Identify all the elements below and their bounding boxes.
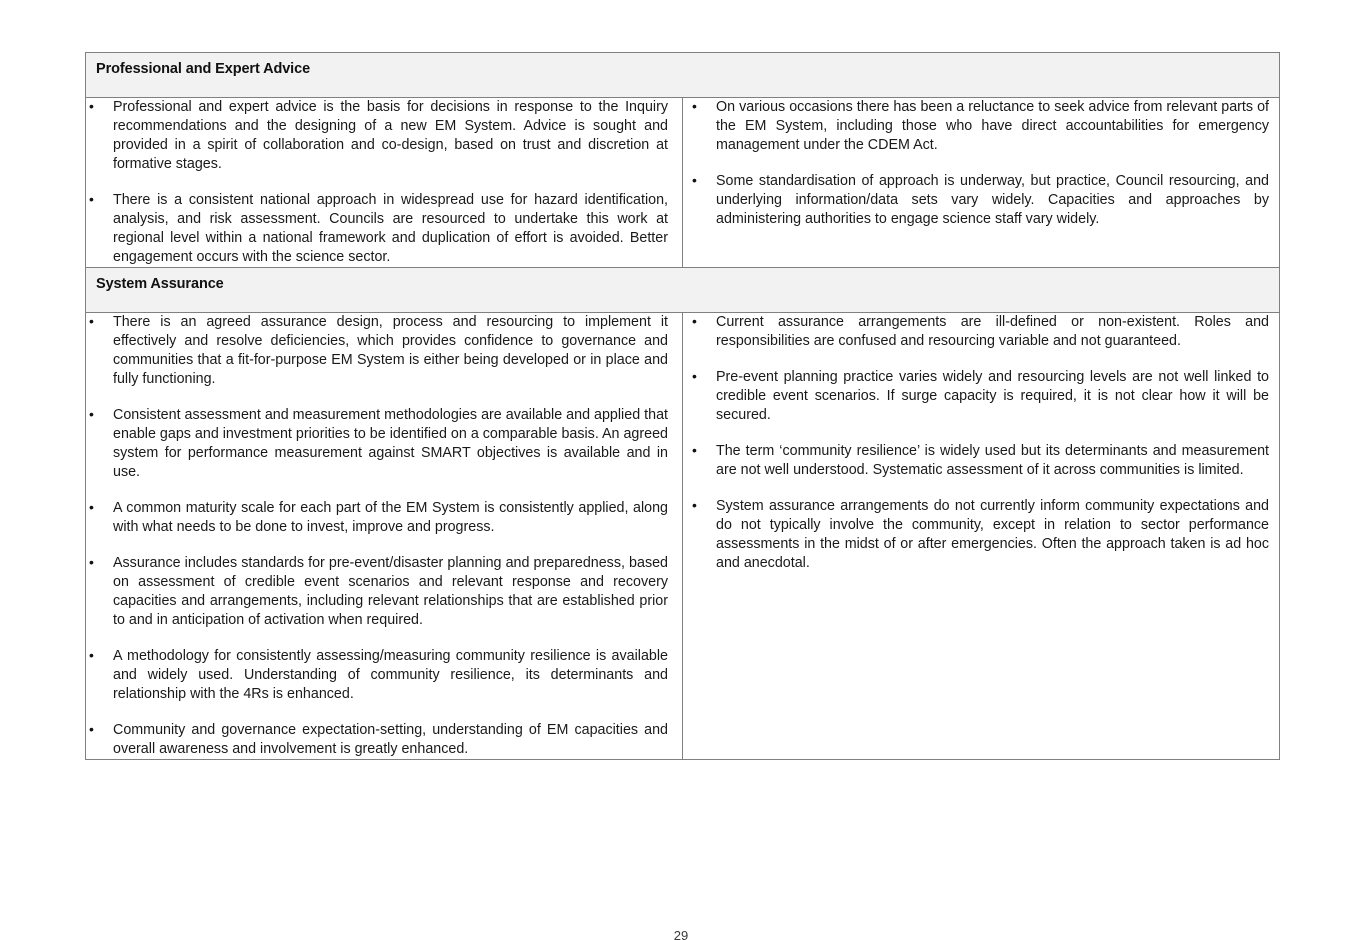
- section-header-title: System Assurance: [96, 276, 224, 293]
- list-item: • Consistent assessment and measurement methodologies are available and applied that enable gaps and investment priorities to be identified on a comparable basis. An agreed system for performance measurement against SMART objectives is available and in use.: [86, 406, 668, 482]
- list-item: • Some standardisation of approach is underway, but practice, Council resourcing, and underlying information/data sets vary widely. Capacities and approaches by administering authorities to engage science staff vary widely.: [691, 172, 1269, 229]
- section-1-left-cell: [86, 313, 683, 760]
- table-row: [86, 313, 1280, 760]
- list-item: • There is a consistent national approach in widespread use for hazard identification, analysis, and risk assessment. Councils are resourced to undertake this work at regional level within a national framework and duplication of effort is avoided. Better engagement occurs with the science sector.: [86, 191, 668, 267]
- page-number: 29: [673, 928, 689, 940]
- list-item: • A common maturity scale for each part of the EM System is consistently applied, along with what needs to be done to invest, improve and progress.: [86, 499, 668, 537]
- table-row: [86, 98, 1280, 268]
- section-1-left-bullet-list: [86, 313, 668, 759]
- list-item: • On various occasions there has been a reluctance to seek advice from relevant parts of the EM System, including those who have direct accountabilities for emergency management under the CDEM Act.: [691, 98, 1269, 155]
- list-item: • Professional and expert advice is the basis for decisions in response to the Inquiry recommendations and the designing of a new EM System. Advice is sought and provided in a spirit of collaboration and co-design, based on trust and discretion at formative stages.: [86, 98, 668, 174]
- list-item: • Current assurance arrangements are ill-defined or non-existent. Roles and responsibilities are confused and resourcing variable and not guaranteed.: [691, 313, 1269, 351]
- section-0-left-cell: [86, 98, 683, 268]
- comparison-table: [85, 52, 1280, 760]
- list-item: • The term ‘community resilience’ is widely used but its determinants and measurement are not well understood. Systematic assessment of it across communities is limited.: [691, 442, 1269, 480]
- section-0-right-cell: [683, 98, 1280, 268]
- table-section-header-row: [86, 53, 1280, 98]
- list-item: • A methodology for consistently assessing/measuring community resilience is available and widely used. Understanding of community resilience, its determinants and relationship with the 4Rs is enhanced.: [86, 647, 668, 704]
- section-header-cell-system-assurance: [86, 268, 1280, 313]
- list-item: • System assurance arrangements do not currently inform community expectations and do not typically involve the community, except in relation to sector performance assessments in the midst of or after emergencies. Often the approach taken is ad hoc and anecdotal.: [691, 497, 1269, 573]
- list-item: • Community and governance expectation-setting, understanding of EM capacities and overall awareness and involvement is greatly enhanced.: [86, 721, 668, 759]
- section-header-cell-professional-and-expert-advice: [86, 53, 1280, 98]
- section-header-title: Professional and Expert Advice: [96, 61, 311, 77]
- list-item: • Pre-event planning practice varies widely and resourcing levels are not well linked to credible event scenarios. If surge capacity is required, it is not clear how it will be secured.: [691, 368, 1269, 425]
- section-0-right-bullet-list: [691, 98, 1269, 229]
- table-section-header-row: [86, 268, 1280, 313]
- section-1-right-cell: [683, 313, 1280, 760]
- section-0-left-bullet-list: [86, 98, 668, 267]
- section-1-right-bullet-list: [691, 313, 1269, 573]
- list-item: • Assurance includes standards for pre-event/disaster planning and preparedness, based on assessment of credible event scenarios and relevant response and recovery capacities and arrangements, including relevant relationships that are established prior to and in anticipation of activation when required.: [86, 554, 668, 630]
- list-item: • There is an agreed assurance design, process and resourcing to implement it effectively and resolve deficiencies, which provides confidence to governance and communities that a fit-for-purpose EM System is either being developed or in place and fully functioning.: [86, 313, 668, 389]
